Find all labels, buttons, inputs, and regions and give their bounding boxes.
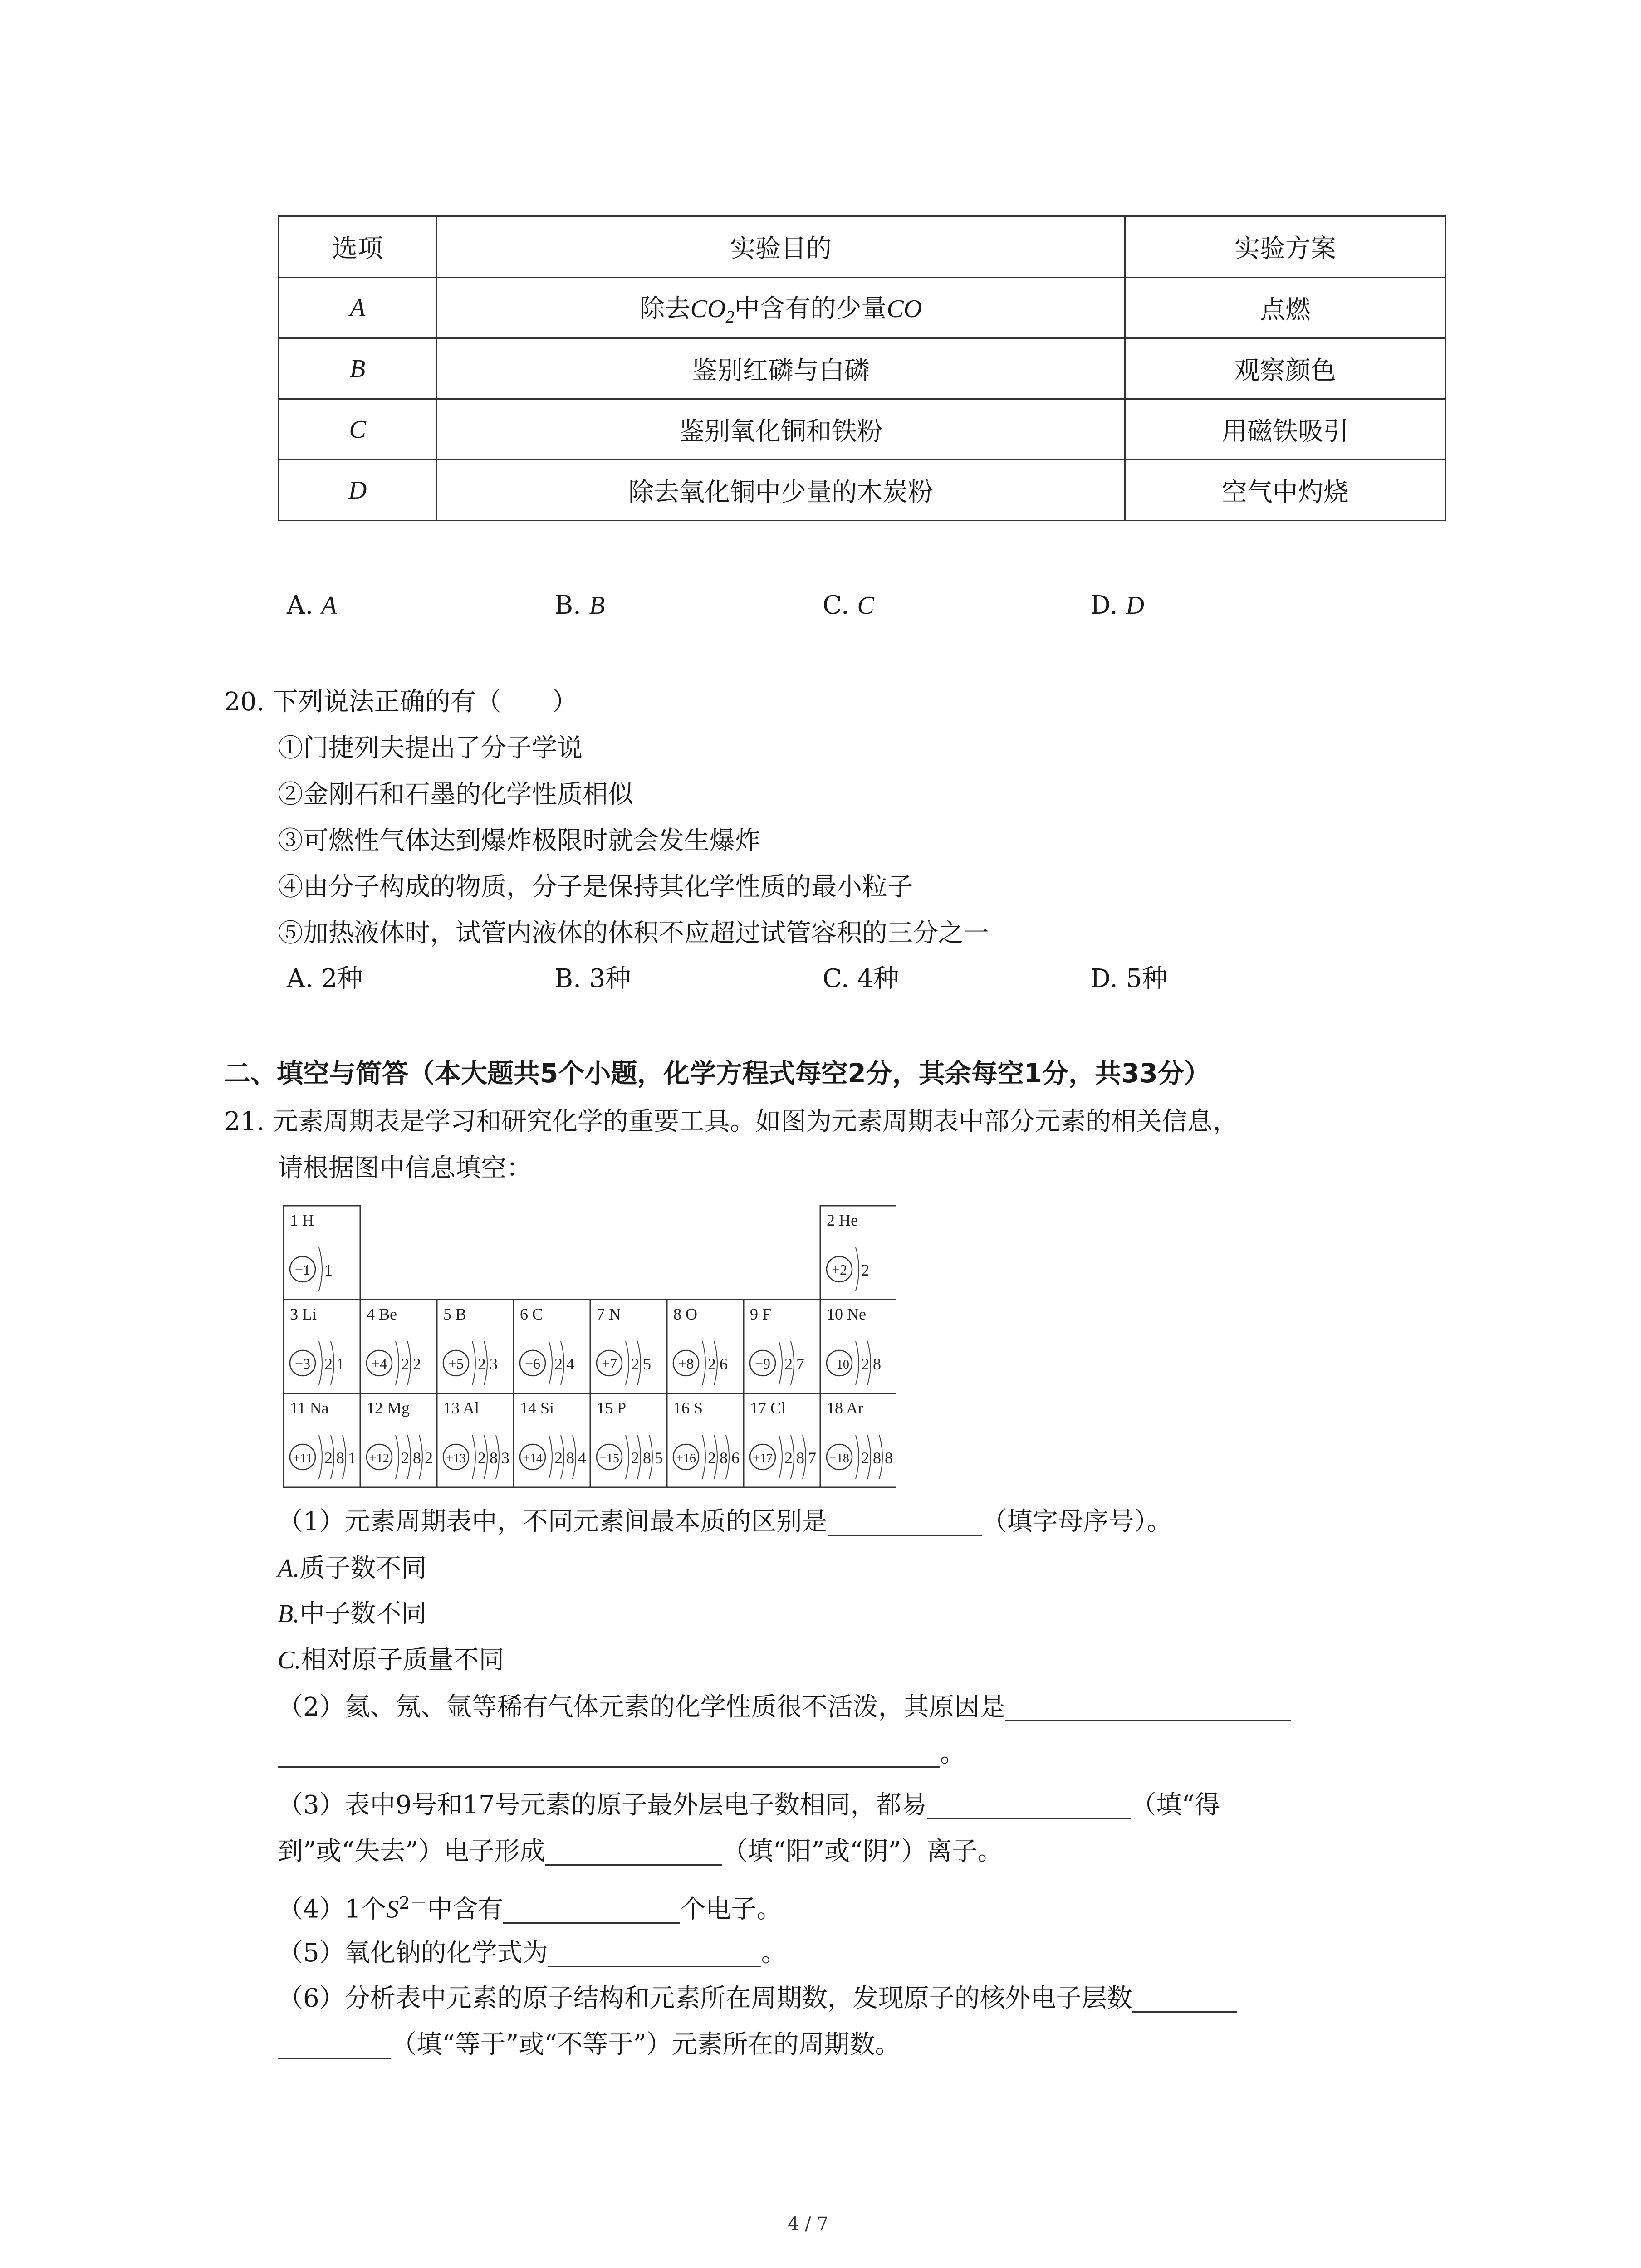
answer-blank-6[interactable]: [1132, 1986, 1237, 2013]
element-cell-b: [437, 1300, 514, 1393]
choice-b[interactable]: B. 3种: [554, 964, 631, 993]
shell-electron-count: 7: [808, 1449, 816, 1467]
choice-c[interactable]: C. 4种: [823, 964, 899, 993]
nucleus-charge: +12: [369, 1452, 389, 1466]
choice-b[interactable]: B. B: [554, 591, 605, 620]
element-cell-f: [744, 1300, 820, 1393]
answer-blank-5[interactable]: [548, 1941, 761, 1967]
nucleus-charge: +11: [293, 1452, 313, 1466]
statement-item: ①门捷列夫提出了分子学说: [278, 733, 583, 763]
part-2: （2）氦、氖、氩等稀有气体元素的化学性质很不活泼，其原因是: [278, 1695, 1291, 1721]
element-number-symbol: 14 Si: [520, 1399, 554, 1417]
electron-shell-arc: [396, 1341, 399, 1385]
purpose-cell: 鉴别氧化铜和铁粉: [437, 399, 1125, 460]
shell-electron-count: 8: [873, 1449, 881, 1467]
option-b: B.中子数不同: [278, 1599, 427, 1628]
answer-blank-2-cont[interactable]: [278, 1741, 940, 1768]
element-cell-n: [590, 1300, 667, 1393]
nucleus-charge: +17: [753, 1452, 773, 1466]
answer-blank-2[interactable]: [1005, 1695, 1291, 1721]
nucleus-charge: +13: [446, 1452, 466, 1466]
choice-a[interactable]: A. A: [287, 591, 337, 620]
shell-electron-count: 2: [708, 1449, 716, 1467]
shell-electron-count: 5: [655, 1449, 663, 1467]
element-number-symbol: 15 P: [597, 1399, 627, 1417]
electron-shell-arc: [856, 1247, 859, 1291]
question-21-stem-cont: 请根据图中信息填空：: [278, 1154, 532, 1183]
purpose-cell: 除去氧化铜中少量的木炭粉: [437, 460, 1125, 521]
section-title: 二、填空与简答（本大题共5个小题，化学方程式每空2分，其余每空1分，共33分）: [224, 1058, 1210, 1089]
shell-electron-count: 8: [796, 1449, 804, 1467]
part-1: （1）元素周期表中，不同元素间最本质的区别是 （填字母序号）。: [278, 1507, 1172, 1536]
shell-electron-count: 8: [643, 1449, 651, 1467]
shell-electron-count: 6: [731, 1449, 740, 1467]
answer-blank-6-cont[interactable]: [278, 2032, 391, 2059]
element-number-symbol: 7 N: [597, 1305, 621, 1323]
statement-item: ⑤加热液体时，试管内液体的体积不应超过试管容积的三分之一: [278, 919, 989, 948]
element-number-symbol: 9 F: [750, 1305, 772, 1323]
table-header-cell: 选项: [279, 216, 437, 278]
purpose-cell: 鉴别红磷与白磷: [437, 338, 1125, 399]
purpose-cell: 除去$CO_2$中含有的少量CO: [437, 278, 1125, 338]
option-a: A.质子数不同: [278, 1554, 427, 1583]
answer-blank-1[interactable]: [828, 1509, 982, 1536]
shell-electron-count: 2: [401, 1449, 409, 1467]
part-3: （3）表中9号和17号元素的原子最外层电子数相同，都易 （填“得: [278, 1790, 1220, 1820]
answer-blank-4[interactable]: [503, 1897, 680, 1924]
element-cell-na: [284, 1393, 360, 1487]
shell-electron-count: 2: [324, 1449, 333, 1467]
shell-electron-count: 2: [861, 1355, 869, 1373]
element-cell-si: [514, 1393, 590, 1487]
electron-shell-arc: [319, 1435, 322, 1479]
nucleus-charge: +15: [599, 1452, 619, 1466]
element-cell-cl: [744, 1393, 820, 1487]
shell-electron-count: 8: [490, 1449, 498, 1467]
shell-electron-count: 3: [501, 1449, 509, 1467]
shell-electron-count: 4: [566, 1355, 574, 1373]
element-number-symbol: 18 Ar: [827, 1399, 863, 1417]
option-cell: B: [279, 338, 437, 399]
shell-electron-count: 3: [490, 1355, 498, 1373]
nucleus-charge: +6: [524, 1355, 541, 1372]
shell-electron-count: 2: [631, 1449, 639, 1467]
shell-electron-count: 2: [861, 1261, 869, 1279]
shell-electron-count: 2: [631, 1355, 639, 1373]
question-20-stem: 20. 下列说法正确的有（ ）: [224, 687, 578, 717]
statement-item: ②金刚石和石墨的化学性质相似: [278, 780, 633, 809]
experiment-options-table: [278, 215, 1446, 521]
electron-shell-arc: [319, 1341, 322, 1385]
nucleus-charge: +18: [829, 1452, 849, 1466]
electron-shell-arc: [779, 1435, 782, 1479]
nucleus-charge: +8: [678, 1355, 694, 1372]
table-row: [279, 460, 1446, 521]
part-6-cont: （填“等于”或“不等于”）元素所在的周期数。: [278, 2032, 901, 2059]
plan-cell: 点燃: [1125, 278, 1445, 338]
shell-electron-count: 8: [413, 1449, 421, 1467]
shell-electron-count: 8: [885, 1449, 893, 1467]
element-cell-li: [284, 1300, 360, 1393]
shell-electron-count: 6: [720, 1355, 728, 1373]
element-cell-he: [820, 1206, 896, 1300]
periodic-table-figure: [282, 1204, 896, 1491]
shell-electron-count: 2: [413, 1355, 421, 1373]
shell-electron-count: 2: [784, 1449, 793, 1467]
table-header-cell: 实验目的: [437, 216, 1125, 278]
table-row: [279, 338, 1446, 399]
electron-shell-arc: [626, 1435, 629, 1479]
element-cell-al: [437, 1393, 514, 1487]
electron-shell-arc: [856, 1435, 859, 1479]
electron-shell-arc: [856, 1341, 859, 1385]
part-4: （4）1个$S^{2-}$中含有 个电子。: [278, 1893, 782, 1924]
nucleus-charge: +5: [448, 1355, 464, 1372]
element-number-symbol: 10 Ne: [827, 1305, 866, 1323]
choice-c[interactable]: C. C: [823, 591, 874, 620]
nucleus-charge: +2: [831, 1261, 847, 1278]
answer-blank-3a[interactable]: [927, 1793, 1131, 1819]
electron-shell-arc: [472, 1435, 475, 1479]
nucleus-charge: +10: [829, 1358, 849, 1372]
option-cell: C: [279, 399, 437, 460]
shell-electron-count: 8: [566, 1449, 574, 1467]
electron-shell-arc: [779, 1341, 782, 1385]
choice-a[interactable]: A. 2种: [287, 964, 363, 993]
electron-shell-arc: [702, 1435, 705, 1479]
shell-electron-count: 2: [324, 1355, 333, 1373]
element-number-symbol: 13 Al: [443, 1399, 480, 1417]
element-number-symbol: 5 B: [443, 1305, 467, 1323]
option-c: C.相对原子质量不同: [278, 1645, 505, 1675]
element-cell-o: [667, 1300, 744, 1393]
shell-electron-count: 2: [425, 1449, 433, 1467]
element-cell-ne: [820, 1300, 896, 1393]
electron-shell-arc: [702, 1341, 705, 1385]
shell-electron-count: 2: [708, 1355, 716, 1373]
table-header-row: [279, 216, 1446, 278]
shell-electron-count: 8: [873, 1355, 881, 1373]
electron-shell-arc: [549, 1435, 552, 1479]
nucleus-charge: +9: [754, 1355, 771, 1372]
shell-electron-count: 8: [720, 1449, 728, 1467]
electron-shell-arc: [626, 1341, 629, 1385]
element-number-symbol: 3 Li: [290, 1305, 317, 1323]
element-number-symbol: 2 He: [827, 1211, 858, 1229]
shell-electron-count: 2: [861, 1449, 869, 1467]
shell-electron-count: 1: [348, 1449, 356, 1467]
page-number: 4 / 7: [788, 2214, 828, 2234]
nucleus-charge: +14: [523, 1452, 543, 1466]
nucleus-charge: +3: [294, 1355, 311, 1372]
shell-electron-count: 5: [643, 1355, 651, 1373]
nucleus-charge: +4: [371, 1355, 387, 1372]
element-number-symbol: 1 H: [290, 1211, 314, 1229]
option-cell: A: [279, 278, 437, 338]
statement-item: ④由分子构成的物质，分子是保持其化学性质的最小粒子: [278, 872, 913, 902]
part-5: （5）氧化钠的化学式为 。: [278, 1938, 787, 1968]
table-header-cell: 实验方案: [1125, 216, 1445, 278]
plan-cell: 用磁铁吸引: [1125, 399, 1445, 460]
shell-electron-count: 4: [578, 1449, 586, 1467]
element-cell-be: [360, 1300, 437, 1393]
shell-electron-count: 2: [554, 1355, 563, 1373]
element-cell-ar: [820, 1393, 896, 1487]
element-cell-h: [284, 1206, 360, 1300]
nucleus-charge: +1: [294, 1261, 311, 1278]
element-number-symbol: 16 S: [673, 1399, 703, 1417]
element-cell-mg: [360, 1393, 437, 1487]
electron-shell-arc: [472, 1341, 475, 1385]
part-2-cont: 。: [278, 1741, 965, 1768]
periodic-table-svg: [282, 1204, 896, 1491]
shell-electron-count: 7: [796, 1355, 804, 1373]
element-number-symbol: 11 Na: [290, 1399, 329, 1417]
element-number-symbol: 12 Mg: [367, 1399, 410, 1417]
nucleus-charge: +16: [676, 1452, 696, 1466]
element-number-symbol: 6 C: [520, 1305, 544, 1323]
element-number-symbol: 4 Be: [367, 1305, 397, 1323]
shell-electron-count: 1: [324, 1261, 333, 1279]
element-cell-c: [514, 1300, 590, 1393]
part-3-cont: 到”或“失去”）电子形成 （填“阳”或“阴”）离子。: [278, 1837, 1003, 1866]
part-6: （6）分析表中元素的原子结构和元素所在周期数，发现原子的核外电子层数: [278, 1986, 1237, 2013]
choice-d[interactable]: D. 5种: [1090, 964, 1168, 993]
shell-electron-count: 1: [336, 1355, 344, 1373]
element-number-symbol: 17 Cl: [750, 1399, 786, 1417]
element-cell-s: [667, 1393, 744, 1487]
plan-cell: 空气中灼烧: [1125, 460, 1445, 521]
table-row: [279, 278, 1446, 338]
choice-d[interactable]: D. D: [1090, 591, 1144, 620]
shell-electron-count: 2: [401, 1355, 409, 1373]
shell-electron-count: 2: [478, 1355, 486, 1373]
electron-shell-arc: [319, 1247, 322, 1291]
shell-electron-count: 8: [336, 1449, 344, 1467]
statement-item: ③可燃性气体达到爆炸极限时就会发生爆炸: [278, 826, 760, 855]
question-21-stem: 21. 元素周期表是学习和研究化学的重要工具。如图为元素周期表中部分元素的相关信息，: [224, 1107, 1238, 1136]
answer-blank-3b[interactable]: [545, 1839, 722, 1866]
shell-electron-count: 2: [784, 1355, 793, 1373]
option-cell: D: [279, 460, 437, 521]
element-number-symbol: 8 O: [673, 1305, 697, 1323]
shell-electron-count: 2: [478, 1449, 486, 1467]
electron-shell-arc: [396, 1435, 399, 1479]
element-cell-p: [590, 1393, 667, 1487]
electron-shell-arc: [549, 1341, 552, 1385]
shell-electron-count: 2: [554, 1449, 563, 1467]
plan-cell: 观察颜色: [1125, 338, 1445, 399]
table-row: [279, 399, 1446, 460]
nucleus-charge: +7: [601, 1355, 617, 1372]
